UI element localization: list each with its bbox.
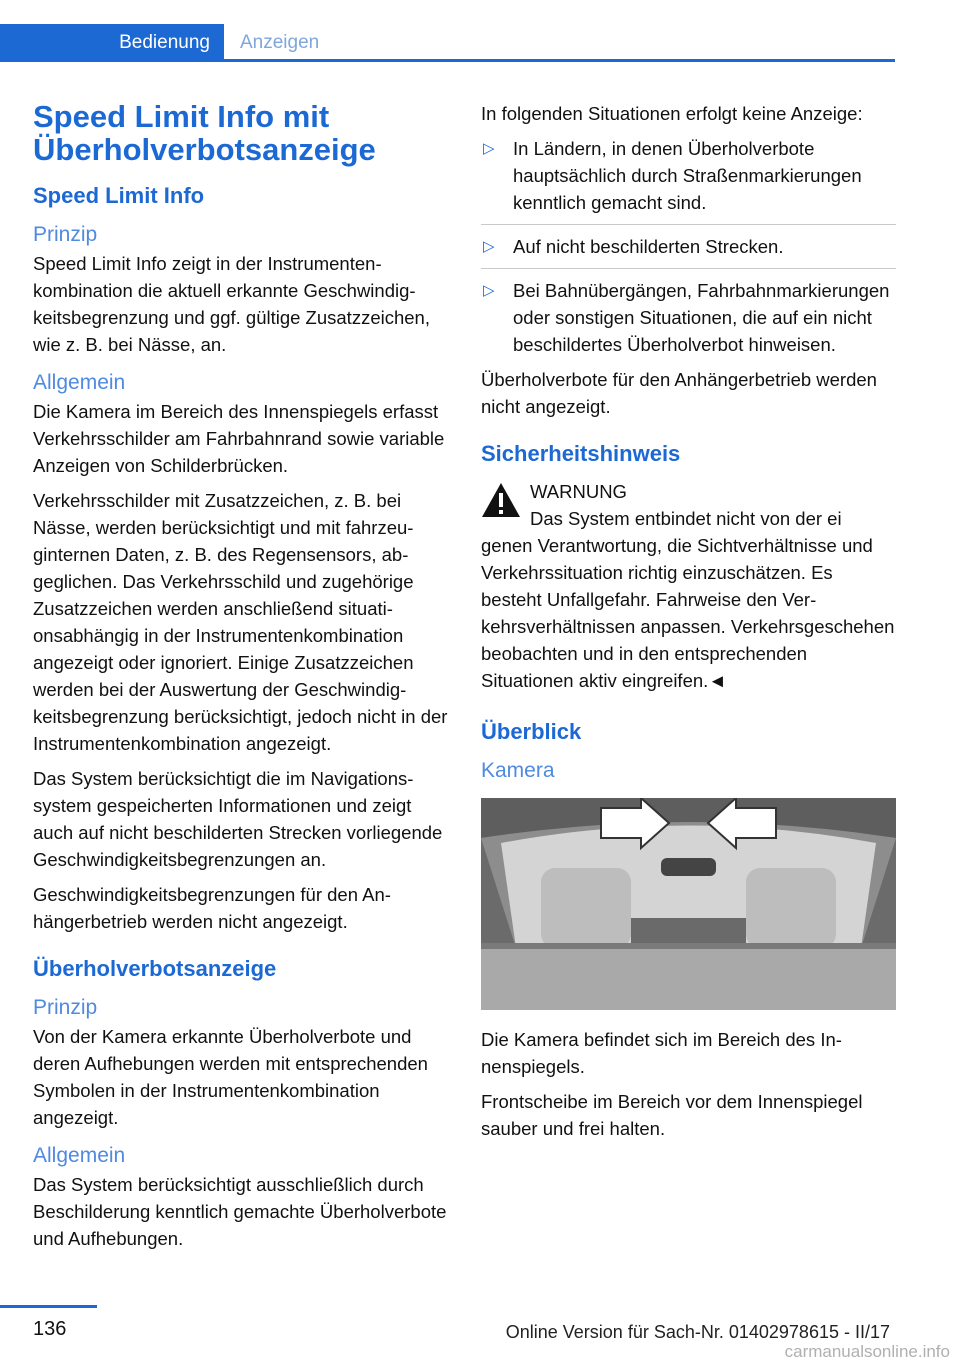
heading-allgemein: Allgemein bbox=[33, 371, 126, 394]
paragraph-prinzip-2: Von der Kamera erkannte Überholverbote und deren Aufhebungen werden mit entsprechenden Symbolen in der Instrumentenkombination angezeigt. bbox=[33, 1026, 428, 1128]
paragraph-intro: In folgenden Situationen erfolgt keine Anzeige: bbox=[481, 103, 863, 124]
paragraph-prinzip: Speed Limit Info zeigt in der Instrumentenkombination die aktuell erkannte Geschwindigkeitsbegrenzung und ggf. gültige Zusatzzeichen, wie z. B. bei Nässe, an. bbox=[33, 253, 430, 355]
triangle-bullet-icon: ▷ bbox=[483, 238, 495, 255]
warning-triangle-icon bbox=[481, 482, 521, 518]
heading-prinzip-2: Prinzip bbox=[33, 996, 98, 1019]
heading-ueberholverbotsanzeige: Überholverbotsanzeige bbox=[33, 956, 277, 981]
heading-allgemein-2: Allgemein bbox=[33, 1144, 126, 1167]
camera-interior-photo bbox=[481, 798, 896, 1010]
paragraph-allgemein-1: Die Kamera im Bereich des Innenspiegels erfasst Verkehrsschilder am Fahrbahnrand sowie variable Anzeigen von Schilderbrücken. bbox=[33, 401, 445, 476]
page-number: 136 bbox=[33, 1318, 67, 1340]
warning-title: WARNUNG bbox=[530, 481, 627, 502]
tab-bedienung[interactable]: Bedienung bbox=[0, 24, 224, 62]
paragraph-anhaenger: Überholverbote für den Anhängerbetrieb werden nicht angezeigt. bbox=[481, 369, 877, 417]
online-version-text: Online Version für Sach-Nr. 01402978615 - II/17 bbox=[505, 1322, 890, 1342]
header-underline bbox=[0, 59, 895, 62]
car-interior-image bbox=[481, 798, 896, 1010]
warning-first-line: Das System entbindet nicht von der ei bbox=[530, 508, 842, 529]
paragraph-allgemein-2: Verkehrsschilder mit Zusatzzeichen, z. B. bei Nässe, werden berücksichtigt und mit fahrzeuginternen Daten, z. B. des Regensensors, abgeglichen. Das Verkehrsschild und zugehörige Zusatzzeichen werden anschließend situationsabhängig in der Instrumentenkombination angezeigt oder ignoriert. Einige Zusatzzeichen werden bei der Auswertung der Geschwindigkeitsbegrenzung berücksichtigt, jedoch nicht in der Instrumentenkombination angezeigt. bbox=[33, 490, 448, 754]
left-column bbox=[33, 100, 448, 1260]
heading-prinzip: Prinzip bbox=[33, 223, 98, 246]
list-item bbox=[481, 233, 896, 269]
no-display-list bbox=[481, 135, 896, 358]
list-item-text: In Ländern, in denen Überholverbote hauptsächlich durch Straßenmarkierungen kenntlich gemacht sind. bbox=[513, 138, 862, 213]
heading-speed-limit-info: Speed Limit Info bbox=[33, 183, 205, 208]
paragraph-allgemein-3: Das System berücksichtigt die im Navigationssystem gespeicherten Informationen und zeigt auch auf nicht beschilderten Strecken vorliegende Geschwindigkeitsbegrenzungen an. bbox=[33, 768, 443, 870]
heading-sicherheitshinweis: Sicherheitshinweis bbox=[481, 441, 681, 466]
triangle-bullet-icon: ▷ bbox=[483, 282, 495, 299]
paragraph-allgemein-5: Das System berücksichtigt ausschließlich durch Beschilderung kenntlich gemachte Überholverbote und Aufhebungen. bbox=[33, 1174, 447, 1249]
heading-ueberblick: Überblick bbox=[481, 719, 582, 744]
triangle-bullet-icon: ▷ bbox=[483, 140, 495, 157]
watermark: carmanualsonline.info bbox=[784, 1342, 950, 1361]
page-title: Speed Limit Info mit Überholverbotsanzeige bbox=[33, 99, 376, 167]
paragraph-allgemein-4: Geschwindigkeitsbegrenzungen für den Anhängerbetrieb werden nicht angezeigt. bbox=[33, 884, 391, 932]
list-item bbox=[481, 277, 896, 358]
warning-text: genen Verantwortung, die Sichtverhältnisse und Verkehrssituation richtig einzuschätzen. Es besteht Unfallgefahr. Fahrweise den Verkehrsverhältnissen anpassen. Verkehrsgeschehen beobachten und in den entsprechenden Situationen aktiv eingreifen.◄ bbox=[481, 535, 895, 691]
header-tabs bbox=[0, 24, 895, 62]
paragraph-kamera-2: Frontscheibe im Bereich vor dem Innenspiegel sauber und frei halten. bbox=[481, 1091, 863, 1139]
list-item-text: Auf nicht beschilderten Strecken. bbox=[513, 236, 784, 257]
list-item bbox=[481, 135, 896, 225]
tab-anzeigen[interactable]: Anzeigen bbox=[240, 32, 320, 53]
right-column bbox=[481, 100, 896, 1150]
footer-rule bbox=[0, 1305, 97, 1308]
list-item-text: Bei Bahnübergängen, Fahrbahnmarkierungen oder sonstigen Situationen, die auf ein nicht beschildertes Überholverbot hinweisen. bbox=[513, 280, 890, 355]
warning-box bbox=[481, 478, 896, 694]
heading-kamera: Kamera bbox=[481, 759, 555, 782]
paragraph-kamera-1: Die Kamera befindet sich im Bereich des Innenspiegels. bbox=[481, 1029, 842, 1077]
